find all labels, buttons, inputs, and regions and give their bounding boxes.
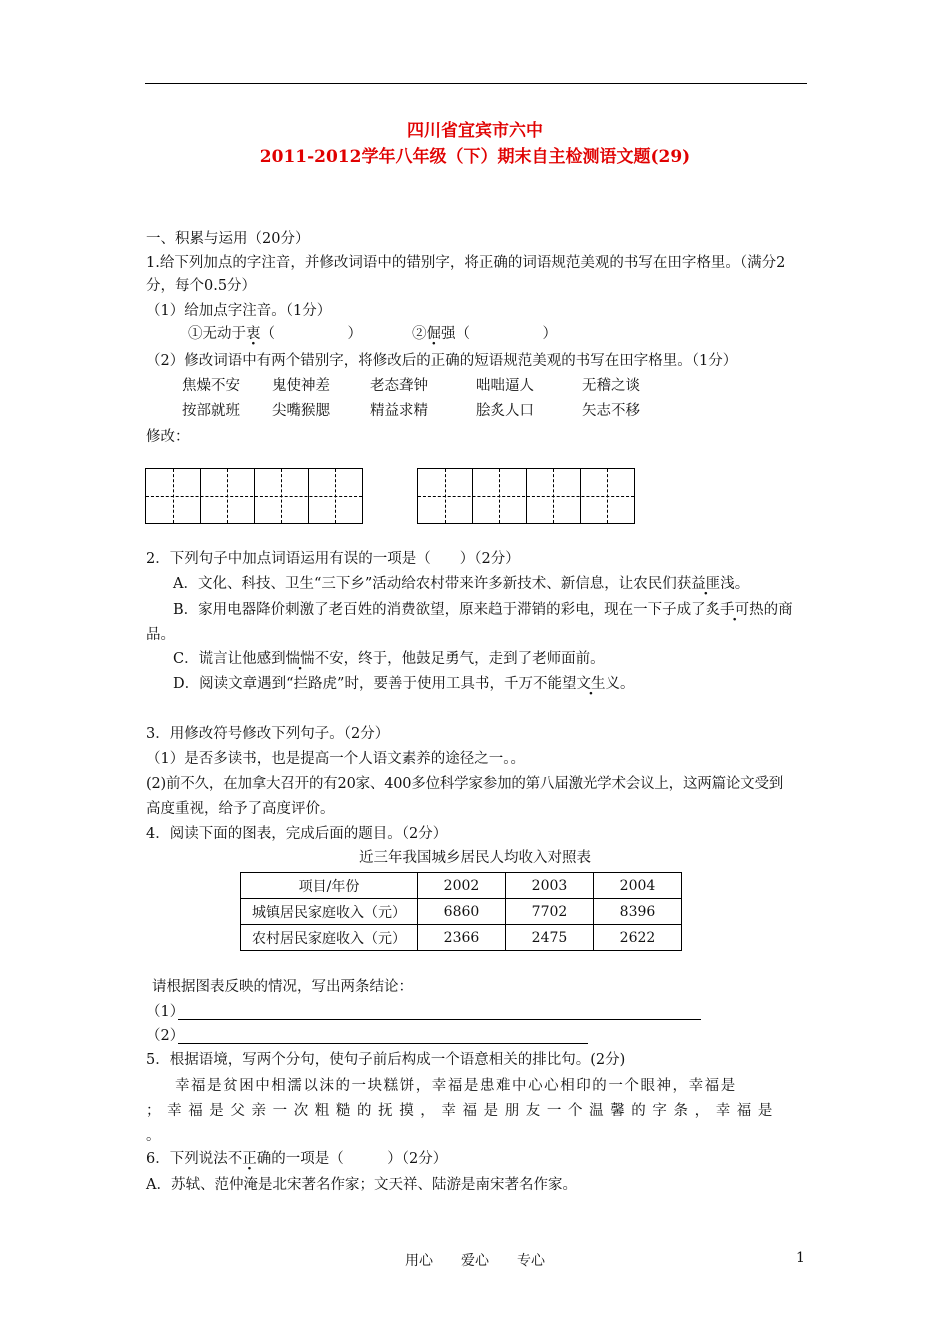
q1-stem-line1: 1.给下列加点的字注音，并修改词语中的错别字，将正确的词语规范美观的书写在田字格里。（满分2 bbox=[146, 255, 786, 271]
q1-word: 老态聋钟 bbox=[370, 378, 428, 394]
q2-dotted-term-a: 获益匪浅 bbox=[676, 576, 735, 592]
q3-sentence1: （1）是否多读书，也是提高一个人语文素养的途径之一。。 bbox=[146, 751, 525, 767]
q1-word: 无稽之谈 bbox=[582, 378, 640, 394]
q1-word: 脍炙人口 bbox=[476, 403, 534, 419]
table-header-cell: 2004 bbox=[594, 873, 682, 899]
table-cell: 2622 bbox=[594, 925, 682, 951]
page-number: 1 bbox=[796, 1250, 805, 1266]
q5-stem: 5．根据语境，写两个分句，使句子前后构成一个语意相关的排比句。(2分) bbox=[146, 1052, 626, 1068]
header-rule bbox=[145, 83, 807, 84]
q3-sentence2-line1: (2)前不久，在加拿大召开的有20家、400多位科学家参加的第八届激光学术会议上，这两篇论文受到 bbox=[146, 776, 784, 792]
q4-prompt: 请根据图表反映的情况，写出两条结论： bbox=[152, 979, 413, 995]
q6-dotted-term: 不正确 bbox=[227, 1151, 272, 1167]
table-cell: 8396 bbox=[594, 899, 682, 925]
q2-option-d: D．阅读文章遇到“拦路虎”时，要善于使用工具书，千万不能望文生义。 bbox=[173, 676, 635, 692]
q2-dotted-term-d: 望文生义 bbox=[561, 676, 620, 692]
q1-sub1: （1）给加点字注音。（1分） bbox=[146, 303, 332, 319]
income-table bbox=[240, 872, 682, 951]
q1-word: 焦燥不安 bbox=[182, 378, 240, 394]
table-cell: 2366 bbox=[418, 925, 506, 951]
q1-pinyin-item2: ②倔强（ ） bbox=[412, 326, 557, 342]
writing-grid-1[interactable] bbox=[145, 468, 363, 524]
q1-word: 咄咄逼人 bbox=[476, 378, 534, 394]
document-title-exam: 2011-2012学年八年级（下）期末自主检测语文题(29) bbox=[259, 147, 691, 167]
q1-sub2: （2）修改词语中有两个错别字，将修改后的正确的短语规范美观的书写在田字格里。（1分） bbox=[146, 353, 738, 369]
q1-word: 尖嘴猴腮 bbox=[272, 403, 330, 419]
q1-stem-line2: 分，每个0.5分） bbox=[146, 278, 257, 294]
q4-answer-line-1[interactable] bbox=[178, 1019, 701, 1020]
q1-word: 按部就班 bbox=[182, 403, 240, 419]
q1-word: 矢志不移 bbox=[582, 403, 640, 419]
q2-dotted-term-b: 炙手可热 bbox=[705, 602, 764, 618]
table-row bbox=[241, 899, 682, 925]
q1-word: 精益求精 bbox=[370, 403, 428, 419]
q2-option-b-cont: 品。 bbox=[146, 627, 175, 643]
q2-option-b: B．家用电器降价刺激了老百姓的消费欲望，原来趋于滞销的彩电，现在一下子成了炙手可热的商 bbox=[173, 602, 793, 618]
footer-motto: 用心 爱心 专心 bbox=[405, 1253, 545, 1269]
q4-answer-line-2[interactable] bbox=[178, 1043, 588, 1044]
table-cell: 城镇居民家庭收入（元） bbox=[241, 899, 418, 925]
table-cell: 6860 bbox=[418, 899, 506, 925]
table-header-cell: 项目/年份 bbox=[241, 873, 418, 899]
q1-word: 鬼使神差 bbox=[272, 378, 330, 394]
q1-pinyin-item1: ①无动于衷（ ） bbox=[188, 326, 362, 342]
document-title-school: 四川省宜宾市六中 bbox=[407, 121, 543, 141]
q2-option-a: A．文化、科技、卫生“三下乡”活动给农村带来许多新技术、新信息，让农民们获益匪浅。 bbox=[173, 576, 750, 592]
q4-answer-label-1: （1） bbox=[146, 1004, 185, 1020]
section-heading: 一、积累与运用（20分） bbox=[146, 231, 310, 247]
q6-stem: 6．下列说法不正确的一项是（ ）（2分） bbox=[146, 1151, 448, 1167]
table-cell: 7702 bbox=[506, 899, 594, 925]
table-header-cell: 2003 bbox=[506, 873, 594, 899]
table-row bbox=[241, 925, 682, 951]
q1-dotted-char2: 倔 bbox=[426, 326, 441, 342]
q2-stem: 2．下列句子中加点词语运用有误的一项是（ ）（2分） bbox=[146, 551, 520, 567]
q2-option-c: C．谎言让他感到惴惴不安，终于，他鼓足勇气，走到了老师面前。 bbox=[173, 651, 605, 667]
q4-table-title: 近三年我国城乡居民人均收入对照表 bbox=[359, 850, 591, 866]
writing-grid-2[interactable] bbox=[417, 468, 635, 524]
table-cell: 农村居民家庭收入（元） bbox=[241, 925, 418, 951]
q4-stem: 4．阅读下面的图表，完成后面的题目。（2分） bbox=[146, 826, 448, 842]
q2-dotted-term-c: 惴惴 bbox=[285, 651, 315, 667]
q5-passage-line1: 幸福是贫困中相濡以沫的一块糕饼，幸福是患难中心心相印的一个眼神，幸福是 bbox=[175, 1078, 737, 1094]
q6-option-a: A．苏轼、范仲淹是北宋著名作家；文天祥、陆游是南宋著名作家。 bbox=[146, 1177, 577, 1193]
q3-sentence2-line2: 高度重视，给予了高度评价。 bbox=[146, 801, 335, 817]
q4-answer-label-2: （2） bbox=[146, 1028, 185, 1044]
table-header-row bbox=[241, 873, 682, 899]
table-header-cell: 2002 bbox=[418, 873, 506, 899]
q1-modify-label: 修改： bbox=[146, 429, 190, 445]
table-cell: 2475 bbox=[506, 925, 594, 951]
q5-passage-line3: 。 bbox=[146, 1128, 161, 1144]
q3-stem: 3．用修改符号修改下列句子。（2分） bbox=[146, 726, 390, 742]
q5-passage-line2: ；幸福是父亲一次粗糙的抚摸，幸福是朋友一个温馨的字条，幸福是 bbox=[146, 1103, 779, 1119]
q1-dotted-char1: 衷 bbox=[246, 326, 261, 342]
